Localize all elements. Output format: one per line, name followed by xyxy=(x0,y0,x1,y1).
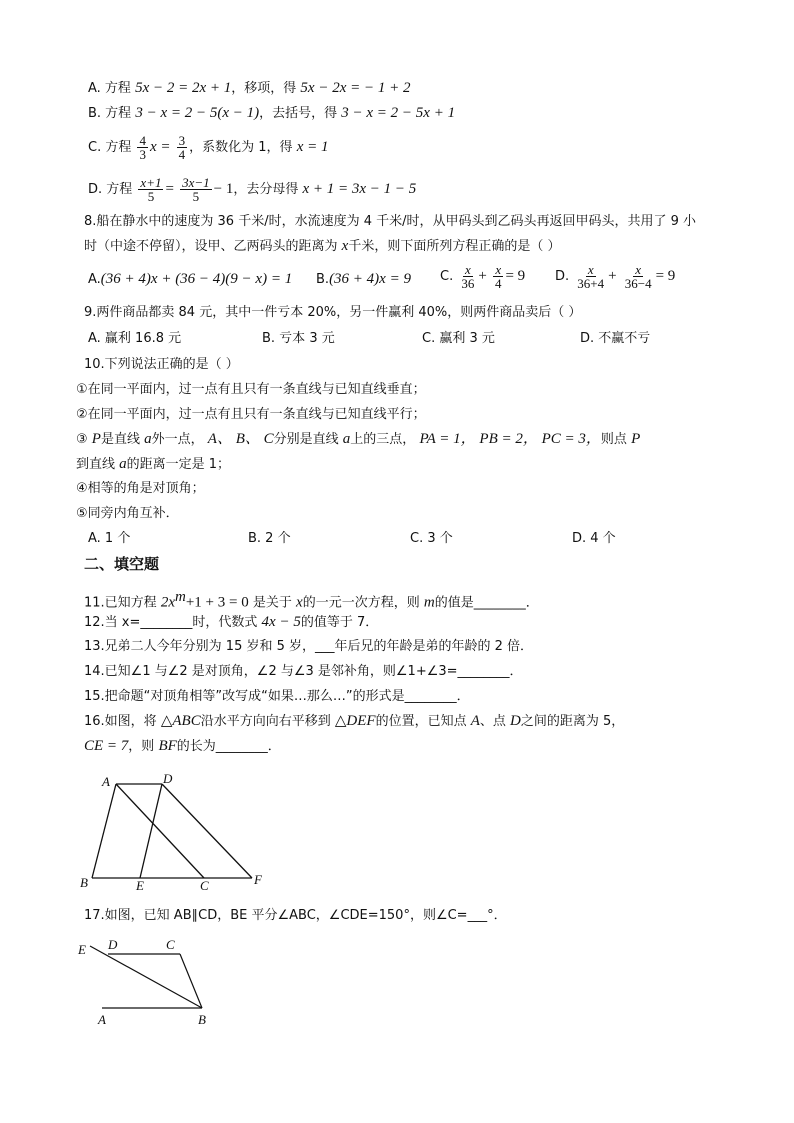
q10-statement-3-cont: 到直线 a的距离一定是 1； xyxy=(76,456,231,472)
q10-statement-2: ②在同一平面内，过一点有且只有一条直线与已知直线平行； xyxy=(76,407,426,422)
q16-line1: 16.如图，将 △ABC沿水平方向向右平移到 △DEF的位置，已知点 A、点 D之间的距离为 5， xyxy=(84,713,625,729)
q16-line2: CE = 7，则 BF的长为________． xyxy=(84,738,281,754)
label-a: A xyxy=(102,774,110,789)
q10-statement-1: ①在同一平面内，过一点有且只有一条直线与已知直线垂直； xyxy=(76,382,426,397)
q14: 14.已知∠1 与∠2 是对顶角，∠2 与∠3 是邻补角，则∠1+∠3=________． xyxy=(84,664,523,679)
q10-option-d: D. 4 个 xyxy=(572,531,616,546)
q15: 15.把命题“对顶角相等”改写成“如果…那么…”的形式是________． xyxy=(84,689,470,704)
q12: 12.当 x=________时，代数式 4x − 5的值等于 7． xyxy=(84,614,379,630)
label-e: E xyxy=(136,878,144,892)
q9-stem: 9.两件商品都卖 84 元，其中一件亏本 20%，另一件赢利 40%，则两件商品卖后（ ） xyxy=(84,305,582,320)
q10-statement-5: ⑤同旁内角互补． xyxy=(76,506,179,521)
q17-figure xyxy=(70,932,220,1032)
q17: 17.如图，已知 AB∥CD，BE 平分∠ABC，∠CDE=150°，则∠C=___°． xyxy=(84,908,507,923)
label-d: D xyxy=(163,771,173,786)
q10-option-b: B. 2 个 xyxy=(248,531,291,546)
segment-eb xyxy=(90,946,202,1008)
fraction: $\frac{x}{4}$ xyxy=(494,262,502,291)
fraction: $\frac{x+1}{5}$ xyxy=(140,175,162,204)
q9-option-c: C. 赢利 3 元 xyxy=(422,331,495,346)
label-f: F xyxy=(254,872,262,887)
q7-option-c: C. 方程 $\frac{4}{3}$ x = $\frac{3}{4}$ ，系数化为 1，得 x = 1 xyxy=(88,133,329,162)
q10-statement-3: ③ P是直线 a外一点， A、 B、 C分别是直线 a上的三点， PA = 1， PB = 2， PC = 3，则点 P xyxy=(76,431,641,447)
q10-option-c: C. 3 个 xyxy=(410,531,453,546)
q8-option-d: D. $\frac{x}{36+4}$ + $\frac{x}{36-4}$ = 9 xyxy=(555,262,676,291)
section-heading: 二、填空题 xyxy=(84,555,160,573)
fraction: $\frac{x}{36+4}$ xyxy=(577,262,605,291)
q7-option-d: D. 方程 $\frac{x+1}{5}$ = $\frac{3x-1}{5}$ − 1，去分母得 x + 1 = 3x − 1 − 5 xyxy=(88,175,417,204)
q9-option-a: A. 赢利 16.8 元 xyxy=(88,331,182,346)
segment-df xyxy=(162,784,252,878)
segment-de xyxy=(140,784,162,878)
q8-stem-line2: 时（中途不停留），设甲、乙两码头的距离为 x千米，则下面所列方程正确的是（ ） xyxy=(84,238,561,254)
fraction: $\frac{x}{36}$ xyxy=(461,262,475,291)
q8-option-a: A.(36 + 4)x + (36 − 4)(9 − x) = 1 xyxy=(88,271,293,287)
label-c: C xyxy=(200,878,209,892)
q8-option-c: C. $\frac{x}{36}$ + $\frac{x}{4}$ = 9 xyxy=(440,262,526,291)
q10-option-a: A. 1 个 xyxy=(88,531,131,546)
q9-option-d: D. 不赢不亏 xyxy=(580,331,651,346)
fraction: $\frac{x}{36-4}$ xyxy=(624,262,652,291)
label-a: A xyxy=(98,1012,106,1027)
label-c: C xyxy=(166,937,175,952)
label-e: E xyxy=(78,942,86,957)
fraction: $\frac{3x-1}{5}$ xyxy=(182,175,210,204)
q11: 11.已知方程 $2x^m+1 + 3 = 0$ 是关于 x的一元一次方程，则 m的值是________． xyxy=(84,589,539,611)
segment-cb xyxy=(180,954,202,1008)
segment-ac xyxy=(116,784,204,878)
q8-stem-line1: 8.船在静水中的速度为 36 千米/时，水流速度为 4 千米/时，从甲码头到乙码头再返回甲码头，共用了 9 小 xyxy=(84,214,697,229)
q7-option-a: A. 方程 5x − 2 = 2x + 1，移项，得 5x − 2x = − 1 + 2 xyxy=(88,80,411,96)
q10-stem: 10.下列说法正确的是（ ） xyxy=(84,357,239,372)
q7-option-b: B. 方程 3 − x = 2 − 5(x − 1)，去括号，得 3 − x = 2 − 5x + 1 xyxy=(88,105,456,121)
fraction: $\frac{4}{3}$ xyxy=(139,133,146,162)
segment-ab xyxy=(92,784,116,878)
q16-figure xyxy=(76,768,276,892)
label-d: D xyxy=(108,937,118,952)
q8-option-b: B.(36 + 4)x = 9 xyxy=(316,271,411,287)
q13: 13.兄弟二人今年分别为 15 岁和 5 岁，___年后兄的年龄是弟的年龄的 2 倍． xyxy=(84,639,534,654)
label-b: B xyxy=(198,1012,206,1027)
q10-statement-4: ④相等的角是对顶角； xyxy=(76,481,205,496)
q9-option-b: B. 亏本 3 元 xyxy=(262,331,335,346)
label-b: B xyxy=(80,875,88,890)
fraction: $\frac{3}{4}$ xyxy=(178,133,186,162)
